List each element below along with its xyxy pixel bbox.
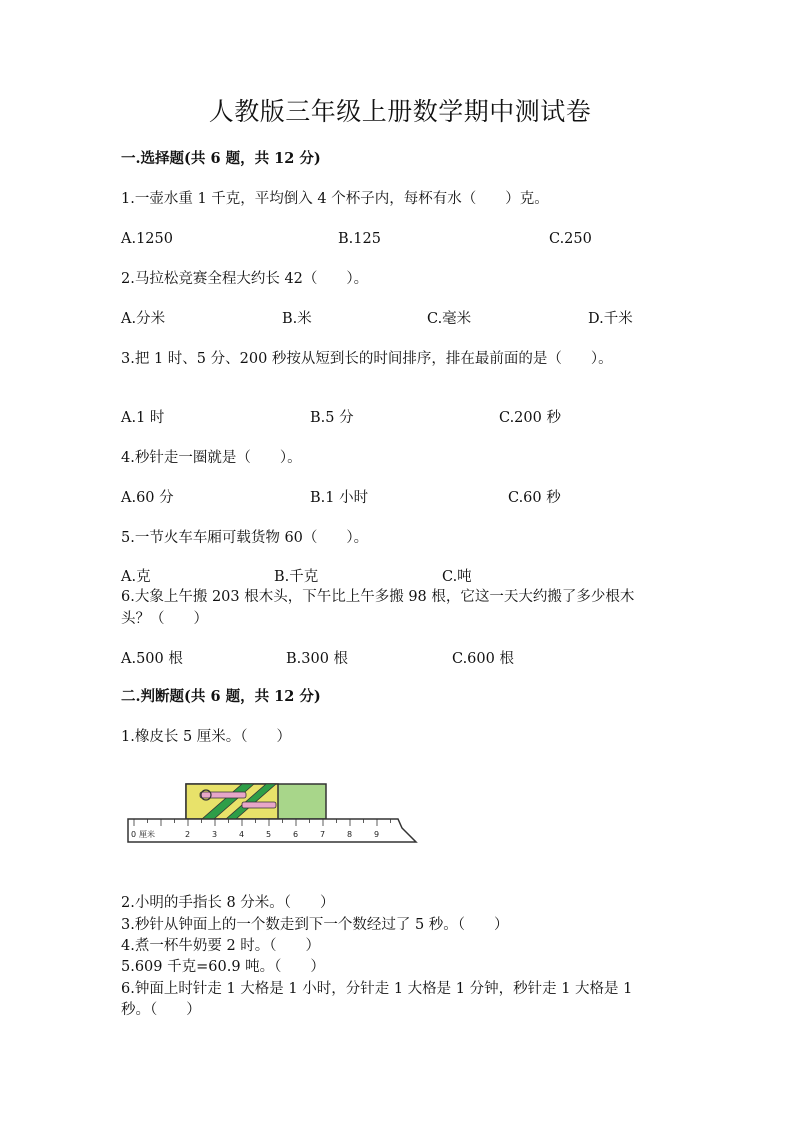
question-text: 3.秒针从钟面上的一个数走到下一个数经过了 5 秒。（ ） — [121, 917, 509, 933]
section-heading-judgement: 二.判断题(共 6 题，共 12 分) — [121, 688, 321, 705]
option-c: C.吨 — [442, 569, 472, 585]
option-a: A.1250 — [121, 231, 173, 247]
question-text: 4.秒针走一圈就是（ ）。 — [121, 450, 302, 466]
question-text: 5.一节火车车厢可载货物 60（ ）。 — [121, 530, 369, 546]
option-c: C.200 秒 — [499, 410, 561, 426]
option-b: B.5 分 — [310, 410, 354, 426]
ruler-number: 4 — [239, 830, 245, 839]
section-heading-choice: 一.选择题(共 6 题，共 12 分) — [121, 150, 321, 167]
option-a: A.500 根 — [121, 651, 183, 667]
option-b: B.1 小时 — [310, 490, 369, 506]
option-b: B.米 — [282, 311, 312, 327]
question-text: 1.一壶水重 1 千克，平均倒入 4 个杯子内，每杯有水（ ）克。 — [121, 191, 549, 207]
ruler-number: 0 — [131, 830, 137, 839]
question-text-continued: 秒。（ ） — [121, 1002, 201, 1018]
question-text-continued: 头？（ ） — [121, 611, 208, 627]
option-b: B.千克 — [274, 569, 319, 585]
option-a: A.60 分 — [121, 490, 174, 506]
question-text: 4.煮一杯牛奶要 2 时。（ ） — [121, 938, 321, 954]
option-d: D.千米 — [588, 311, 633, 327]
page-title: 人教版三年级上册数学期中测试卷 — [208, 97, 592, 126]
option-c: C.250 — [549, 231, 592, 247]
option-c: C.600 根 — [452, 651, 514, 667]
ruler-number: 5 — [266, 830, 272, 839]
ruler-number: 6 — [293, 830, 299, 839]
ruler-unit-label: 厘米 — [139, 830, 155, 839]
question-text: 1.橡皮长 5 厘米。（ ） — [121, 729, 292, 745]
ruler-number: 9 — [374, 830, 380, 839]
question-text: 2.马拉松竞赛全程大约长 42（ ）。 — [121, 271, 369, 287]
option-b: B.300 根 — [286, 651, 349, 667]
option-b: B.125 — [338, 231, 381, 247]
question-text: 5.609 千克=60.9 吨。（ ） — [121, 959, 325, 975]
question-text: 2.小明的手指长 8 分米。（ ） — [121, 895, 335, 911]
option-a: A.1 时 — [121, 410, 165, 426]
ruler-number: 7 — [320, 830, 326, 839]
option-c: C.60 秒 — [508, 490, 561, 506]
eraser-icon — [186, 784, 326, 819]
ruler-icon — [128, 819, 416, 842]
question-text: 6.大象上午搬 203 根木头，下午比上午多搬 98 根，它这一天大约搬了多少根木 — [121, 589, 635, 605]
option-a: A.克 — [121, 569, 151, 585]
eraser-on-ruler-figure — [126, 782, 418, 848]
option-a: A.分米 — [121, 311, 166, 327]
question-text: 6.钟面上时针走 1 大格是 1 小时，分针走 1 大格是 1 分钟，秒针走 1 大格是 1 — [121, 981, 633, 997]
ruler-number: 2 — [185, 830, 191, 839]
option-c: C.毫米 — [427, 311, 472, 327]
question-text: 3.把 1 时、5 分、200 秒按从短到长的时间排序，排在最前面的是（ ）。 — [121, 351, 613, 367]
ruler-number: 3 — [212, 830, 218, 839]
ruler-number: 8 — [347, 830, 353, 839]
